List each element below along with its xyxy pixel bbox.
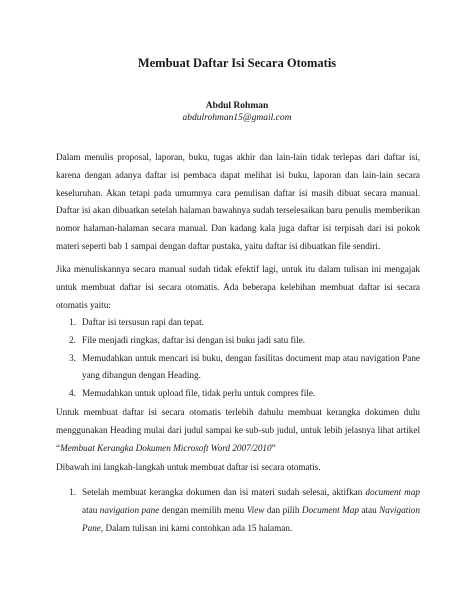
paragraph-steps-intro: Dibawah ini langkah-langkah untuk membuat daftar isi secara otomatis.	[56, 462, 321, 472]
list-number: 1.	[69, 317, 76, 327]
term-document-map-menu: Document Map	[301, 504, 359, 515]
list-item	[56, 484, 420, 537]
term-document-map: document map	[365, 487, 421, 497]
paragraph-text: Untuk membuat daftar isi secara otomatis terlebih dahulu membuat kerangka dokumen dulu menggunakan Heading mulai dari judul sampai ke sub-sub judul, untuk lebih jelasnya lihat artikel “	[56, 407, 420, 453]
paragraph-intro: Dalam menulis proposal, laporan, buku, tugas akhir dan lain-lain tidak terlepas dari daftar isi, karena dengan adanya daftar isi pembaca dapat melihat isi buku, laporan dan lain-lain secara keseluruhan. Akan tetapi pada umumnya cara penulisan daftar isi masih dibuat secara manual. Daftar isi akan dibuatkan setelah halaman bawahnya sudah terselesaikan baru penulis memberikan nomor halaman-halaman secara manual. Dan kadang kala juga daftar isi terpisah dari isi pokok materi seperti bab 1 sampai dengan daftar pustaka, yaitu daftar isi dibuatkan file sendiri.	[56, 152, 420, 251]
step-text: dengan memilih menu	[159, 504, 247, 515]
advantages-list	[56, 314, 420, 403]
list-item-text: Memudahkan untuk mencari isi buku, dengan fasilitas document map atau navigation Pane yang dibangun dengan Heading.	[82, 352, 420, 381]
step-text: , Dalam tulisan ini kami contohkan ada 15 halaman.	[100, 522, 293, 533]
list-number: 1.	[69, 487, 76, 497]
list-item	[56, 385, 420, 403]
list-item	[56, 332, 420, 350]
step-text: atau	[82, 504, 100, 515]
term-navigation-pane-menu: Navigation Pane	[82, 504, 420, 533]
list-item-text: Memudahkan untuk upload file, tidak perlu untuk compres file.	[82, 388, 316, 399]
closing-quote: ”	[271, 442, 276, 453]
paragraph-advantages-intro: Jika menuliskannya secara manual sudah tidak efektif lagi, untuk itu dalam tulisan ini mengajak untuk membuat daftar isi secara otomatis. Ada beberapa kelebihan membuat daftar isi secara otomatis yaitu:	[56, 264, 420, 310]
list-item-text: File menjadi ringkas, daftar isi dengan isi buku jadi satu file.	[82, 334, 306, 345]
step-text: atau	[358, 504, 380, 515]
list-item	[56, 314, 420, 332]
document-title: Membuat Daftar Isi Secara Otomatis	[137, 56, 337, 70]
list-item	[56, 350, 420, 386]
article-reference: Membuat Kerangka Dokumen Microsoft Word 2007/2010	[60, 442, 272, 453]
step-text: Setelah membuat kerangka dokumen dan isi materi sudah selesai, aktifkan	[82, 487, 366, 497]
list-number: 3.	[69, 352, 76, 363]
list-number: 4.	[69, 388, 76, 399]
paragraph-heading-instruction	[56, 404, 420, 457]
list-number: 2.	[69, 334, 76, 345]
steps-list	[56, 484, 420, 537]
term-navigation-pane: navigation pane	[99, 504, 160, 515]
list-item-text: Daftar isi tersusun rapi dan tepat.	[82, 317, 204, 327]
author-email: abdulrohman15@gmail.com	[182, 113, 292, 123]
term-view: View	[246, 504, 265, 515]
step-text: dan pilih	[264, 504, 302, 515]
author-name: Abdul Rohman	[205, 101, 269, 111]
